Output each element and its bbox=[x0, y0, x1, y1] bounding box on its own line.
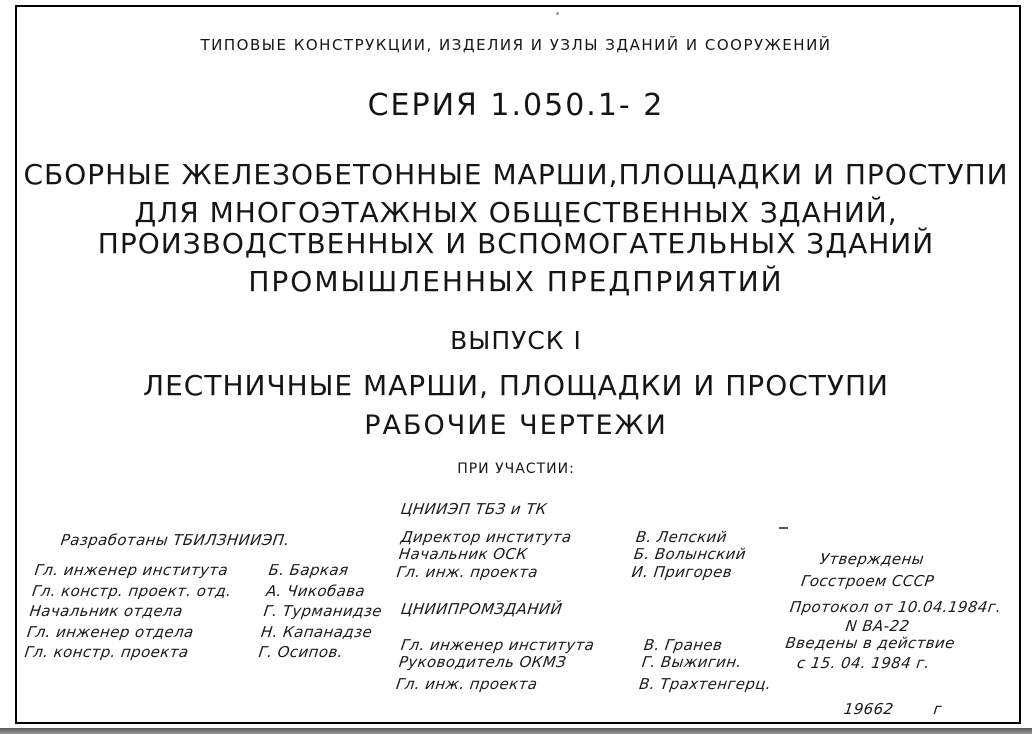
signature-role: Начальник ОСК bbox=[397, 544, 529, 563]
developer-signature-block bbox=[23, 560, 386, 663]
signature-name: В. Гранев bbox=[642, 636, 724, 654]
series-number: СЕРИЯ 1.050.1- 2 bbox=[367, 88, 665, 123]
signature-name: Г. Турманидзе bbox=[262, 602, 384, 620]
main-title-line-4: ПРОМЫШЛЕННЫХ ПРЕДПРИЯТИЙ bbox=[248, 265, 784, 298]
signature-role: Гл. инженер института bbox=[33, 561, 230, 579]
org1-signature-block bbox=[396, 529, 782, 581]
org2-signature-block bbox=[395, 637, 782, 693]
signature-row bbox=[400, 637, 782, 654]
signature-name: И. Пригорев bbox=[630, 563, 734, 581]
document-number-letter: г bbox=[932, 700, 943, 718]
signature-role: Начальник отдела bbox=[28, 602, 184, 620]
signature-role: Гл. инж. проекта bbox=[395, 675, 539, 693]
approval-line: Госстроем СССР bbox=[800, 572, 936, 590]
approval-effective-date: с 15. 04. 1984 г. bbox=[796, 654, 931, 672]
document-category-line: ТИПОВЫЕ КОНСТРУКЦИИ, ИЗДЕЛИЯ И УЗЛЫ ЗДАНИЙ И СООРУЖЕНИЙ bbox=[200, 36, 832, 54]
issue-number: ВЫПУСК I bbox=[450, 326, 582, 355]
signature-name: В. Трахтенгерц. bbox=[638, 675, 773, 693]
document-number-value: 19662 bbox=[842, 700, 895, 718]
approval-protocol-number: N ВА-22 bbox=[844, 617, 911, 635]
main-title-line-3: ПРОИЗВОДСТВЕННЫХ И ВСПОМОГАТЕЛЬНЫХ ЗДАНИЙ bbox=[97, 227, 935, 260]
signature-role: Гл. констр. проекта bbox=[23, 643, 190, 661]
signature-row bbox=[398, 546, 780, 563]
signature-row bbox=[23, 642, 376, 663]
signature-name: В. Лепский bbox=[634, 528, 729, 546]
org1-header: ЦНИИЭП ТБЗ и ТК bbox=[399, 500, 549, 518]
signature-role: Руководитель ОКМЗ bbox=[397, 652, 568, 671]
signature-row bbox=[398, 654, 780, 671]
signature-row bbox=[28, 601, 384, 622]
document-number bbox=[843, 700, 943, 718]
signature-role: Гл. инж. проекта bbox=[395, 563, 540, 581]
subtitle-contents: ЛЕСТНИЧНЫЕ МАРШИ, ПЛОЩАДКИ И ПРОСТУПИ bbox=[143, 369, 889, 402]
signature-name: Б. Баркая bbox=[267, 561, 350, 579]
signature-row bbox=[26, 622, 379, 643]
approval-line: Введены в действие bbox=[784, 634, 957, 652]
signature-row bbox=[33, 560, 386, 581]
signature-name: Б. Волынский bbox=[632, 544, 748, 563]
signature-row bbox=[396, 564, 778, 581]
scan-speck bbox=[556, 12, 559, 15]
signature-name: Г. Осипов. bbox=[257, 643, 345, 661]
signature-role: Гл. констр. проект. отд. bbox=[31, 581, 233, 600]
developer-header: Разработаны ТБИЛЗНИИЭП. bbox=[59, 531, 291, 549]
approval-block bbox=[782, 550, 1025, 672]
signature-row bbox=[31, 581, 384, 602]
scan-bottom-band bbox=[0, 728, 1032, 734]
subtitle-working-drawings: РАБОЧИЕ ЧЕРТЕЖИ bbox=[364, 410, 668, 441]
signature-name: А. Чикобава bbox=[265, 581, 367, 600]
main-title-line-1: СБОРНЫЕ ЖЕЛЕЗОБЕТОННЫЕ МАРШИ,ПЛОЩАДКИ И ПРОСТУПИ bbox=[23, 158, 1009, 191]
signature-name: Г. Выжигин. bbox=[640, 652, 744, 671]
participation-caption: ПРИ УЧАСТИИ: bbox=[457, 461, 575, 477]
signature-role: Гл. инженер отдела bbox=[26, 622, 195, 641]
signature-role: Гл. инженер института bbox=[399, 636, 596, 654]
signature-name: Н. Капанадзе bbox=[260, 622, 374, 641]
approval-line: Утверждены bbox=[818, 550, 926, 568]
approval-line: Протокол от 10.04.1984г. bbox=[788, 598, 1003, 616]
main-title-line-2: ДЛЯ МНОГОЭТАЖНЫХ ОБЩЕСТВЕННЫХ ЗДАНИЙ, bbox=[134, 196, 898, 229]
org2-header: ЦНИИПРОМЗДАНИЙ bbox=[399, 600, 564, 618]
signature-row bbox=[395, 676, 777, 693]
signature-row bbox=[400, 529, 782, 546]
signature-role: Директор института bbox=[399, 528, 573, 546]
